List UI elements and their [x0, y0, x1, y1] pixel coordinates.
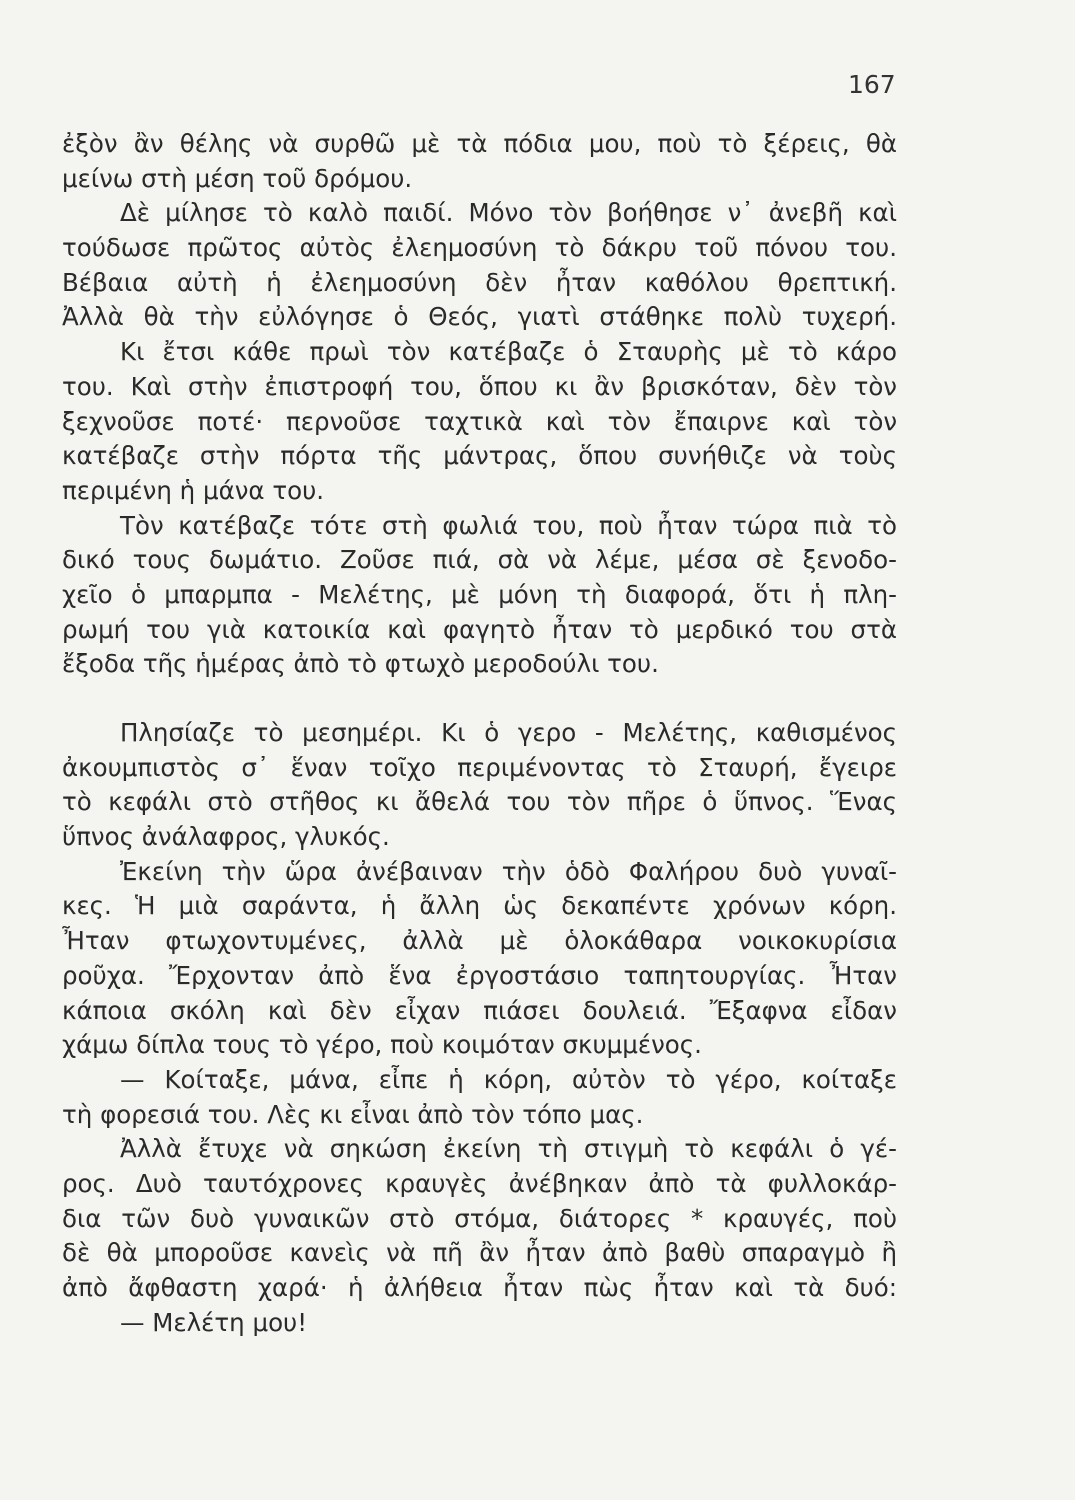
text-line: κάποια σκόλη καὶ δὲν εἶχαν πιάσει δουλειά. Ἔξαφνα εἶδαν — [62, 995, 897, 1025]
section-break — [62, 682, 897, 716]
text-line: δικό τους δωμάτιο. Ζοῦσε πιά, σὰ νὰ λέμε, μέσα σὲ ξενοδο- — [62, 545, 897, 575]
text-line: δὲ θὰ μποροῦσε κανεὶς νὰ πῆ ἂν ἦταν ἀπὸ βαθὺ σπαραγμὸ ἢ — [62, 1238, 897, 1268]
text-line: — Μελέτη μου! — [120, 1307, 308, 1337]
page-number: 167 — [848, 70, 896, 99]
text-line: ρωμή του γιὰ κατοικία καὶ φαγητὸ ἦταν τὸ μερδικό του στὰ — [62, 614, 897, 644]
text-line: Ἀλλὰ ἔτυχε νὰ σηκώση ἐκείνη τὴ στιγμὴ τὸ κεφάλι ὁ γέ- — [120, 1134, 897, 1164]
text-line: — Κοίταξε, μάνα, εἶπε ἡ κόρη, αὐτὸν τὸ γέρο, κοίταξε — [120, 1064, 897, 1094]
text-line: τὸ κεφάλι στὸ στῆθος κι ἄθελά του τὸν πῆρε ὁ ὕπνος. Ἕνας — [62, 787, 897, 817]
text-line: Ἦταν φτωχοντυμένες, ἀλλὰ μὲ ὁλοκάθαρα νοικοκυρίσια — [62, 926, 897, 956]
text-line: ὕπνος ἀνάλαφρος, γλυκός. — [62, 822, 390, 852]
text-line: χεῖο ὁ μπαρμπα - Μελέτης, μὲ μόνη τὴ διαφορά, ὅτι ἡ πλη- — [62, 579, 897, 609]
text-line: ἀπὸ ἄφθαστη χαρά· ἡ ἀλήθεια ἦταν πὼς ἦταν καὶ τὰ δυό: — [62, 1273, 897, 1302]
text-line: Κι ἔτσι κάθε πρωὶ τὸν κατέβαζε ὁ Σταυρὴς μὲ τὸ κάρο — [120, 337, 897, 367]
text-line: Ἀλλὰ θὰ τὴν εὐλόγησε ὁ Θεός, γιατὶ στάθηκε πολὺ τυχερή. — [62, 302, 897, 332]
text-line: τὴ φορεσιά του. Λὲς κι εἶναι ἀπὸ τὸν τόπο μας. — [62, 1099, 644, 1129]
text-line: ροῦχα. Ἔρχονταν ἀπὸ ἕνα ἐργοστάσιο ταπητουργίας. Ἦταν — [62, 960, 897, 990]
text-line: Βέβαια αὐτὴ ἡ ἐλεημοσύνη δὲν ἦταν καθόλου θρεπτική. — [62, 267, 897, 297]
text-line: ξεχνοῦσε ποτέ· περνοῦσε ταχτικὰ καὶ τὸν ἔπαιρνε καὶ τὸν — [62, 406, 897, 436]
text-line: ἐξὸν ἂν θέλης νὰ συρθῶ μὲ τὰ πόδια μου, ποὺ τὸ ξέρεις, θὰ — [62, 129, 897, 158]
text-line: ἀκουμπιστὸς σ᾿ ἕναν τοῖχο περιμένοντας τὸ Σταυρή, ἔγειρε — [62, 752, 897, 782]
text-line: περιμένη ἡ μάνα του. — [62, 475, 325, 505]
text-line: κατέβαζε στὴν πόρτα τῆς μάντρας, ὅπου συνήθιζε νὰ τοὺς — [62, 441, 897, 471]
text-line: Ἐκείνη τὴν ὥρα ἀνέβαιναν τὴν ὁδὸ Φαλήρου δυὸ γυναῖ- — [120, 856, 897, 886]
text-line: μείνω στὴ μέση τοῦ δρόμου. — [62, 163, 413, 193]
body-text — [62, 127, 897, 1340]
text-line: Δὲ μίλησε τὸ καλὸ παιδί. Μόνο τὸν βοήθησε ν᾿ ἀνεβῆ καὶ — [120, 198, 897, 228]
text-line: ρος. Δυὸ ταυτόχρονες κραυγὲς ἀνέβηκαν ἀπὸ τὰ φυλλοκάρ- — [62, 1168, 897, 1198]
text-line: κες. Ἡ μιὰ σαράντα, ἡ ἄλλη ὡς δεκαπέντε χρόνων κόρη. — [62, 891, 897, 921]
text-line: Πλησίαζε τὸ μεσημέρι. Κι ὁ γερο - Μελέτης, καθισμένος — [120, 718, 897, 747]
text-line: του. Καὶ στὴν ἐπιστροφή του, ὅπου κι ἂν βρισκόταν, δὲν τὸν — [62, 371, 897, 401]
text-line: δια τῶν δυὸ γυναικῶν στὸ στόμα, διάτορες * κραυγές, ποὺ — [62, 1203, 897, 1233]
text-line: τούδωσε πρῶτος αὐτὸς ἐλεημοσύνη τὸ δάκρυ τοῦ πόνου του. — [62, 233, 897, 263]
text-line: Τὸν κατέβαζε τότε στὴ φωλιά του, ποὺ ἦταν τώρα πιὰ τὸ — [120, 510, 897, 540]
text-line: χάμω δίπλα τους τὸ γέρο, ποὺ κοιμόταν σκυμμένος. — [62, 1030, 702, 1060]
text-line: ἔξοδα τῆς ἡμέρας ἀπὸ τὸ φτωχὸ μεροδούλι του. — [62, 649, 659, 679]
